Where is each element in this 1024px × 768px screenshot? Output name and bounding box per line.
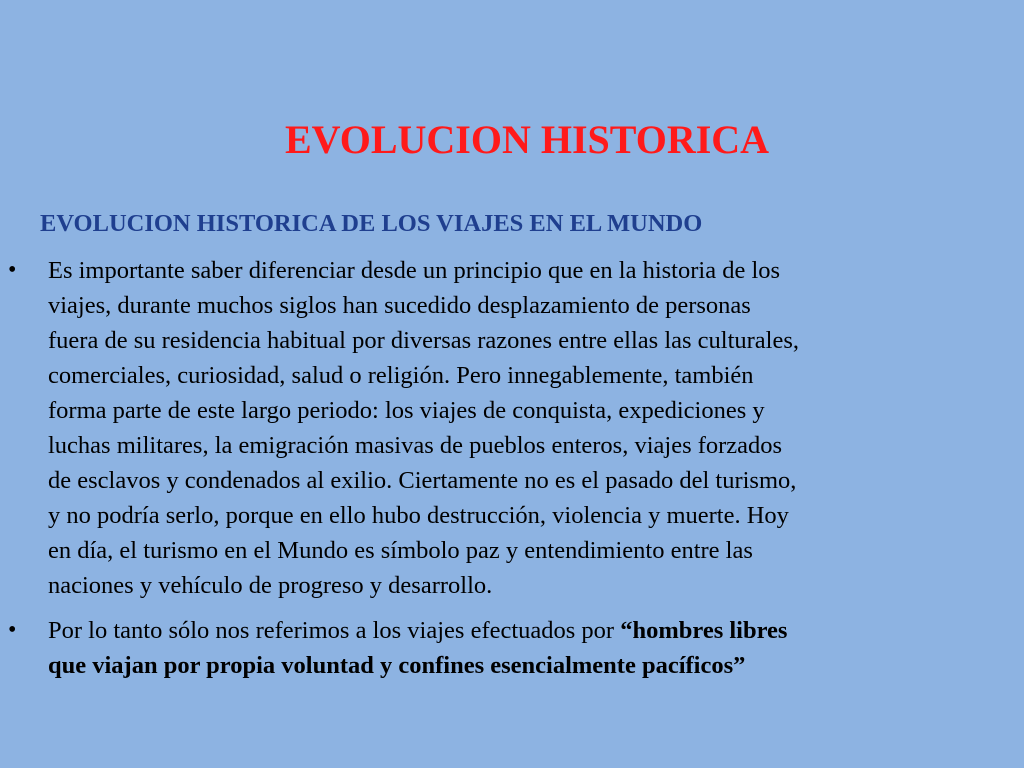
bullet-1-line-10: naciones y vehículo de progreso y desarrollo. [48, 572, 493, 599]
bullet-2-normal-text: Por lo tanto sólo nos referimos a los viajes efectuados por [48, 617, 621, 644]
bullet-1-line-6: luchas militares, la emigración masivas de pueblos enteros, viajes forzados [48, 432, 783, 459]
bullet-icon: • [8, 617, 17, 643]
bullet-item-1 [0, 253, 1024, 603]
slide-title: EVOLUCION HISTORICA [284, 117, 770, 162]
bullet-2-bold-text-2: que viajan por propia voluntad y confines esencialmente pacíficos” [48, 652, 746, 679]
bullet-1-line-3: fuera de su residencia habitual por diversas razones entre ellas las culturales, [48, 327, 800, 354]
bullet-2-line-1 [48, 613, 1012, 648]
bullet-1-line-5: forma parte de este largo periodo: los viajes de conquista, expediciones y [48, 397, 765, 424]
bullet-2-bold-text-1: “hombres libres [620, 617, 788, 644]
slide-subtitle: EVOLUCION HISTORICA DE LOS VIAJES EN EL MUNDO [40, 210, 703, 237]
bullet-list [0, 253, 1024, 683]
bullet-icon: • [8, 257, 17, 283]
bullet-1-line-1: Es importante saber diferenciar desde un principio que en la historia de los [48, 257, 781, 284]
bullet-item-2 [0, 613, 1024, 683]
bullet-1-line-9: en día, el turismo en el Mundo es símbolo paz y entendimiento entre las [48, 537, 753, 564]
bullet-1-line-4: comerciales, curiosidad, salud o religión. Pero innegablemente, también [48, 362, 754, 389]
bullet-1-line-2: viajes, durante muchos siglos han sucedido desplazamiento de personas [48, 292, 751, 319]
bullet-1-line-7: de esclavos y condenados al exilio. Ciertamente no es el pasado del turismo, [48, 467, 797, 494]
bullet-1-line-8: y no podría serlo, porque en ello hubo destrucción, violencia y muerte. Hoy [48, 502, 789, 529]
